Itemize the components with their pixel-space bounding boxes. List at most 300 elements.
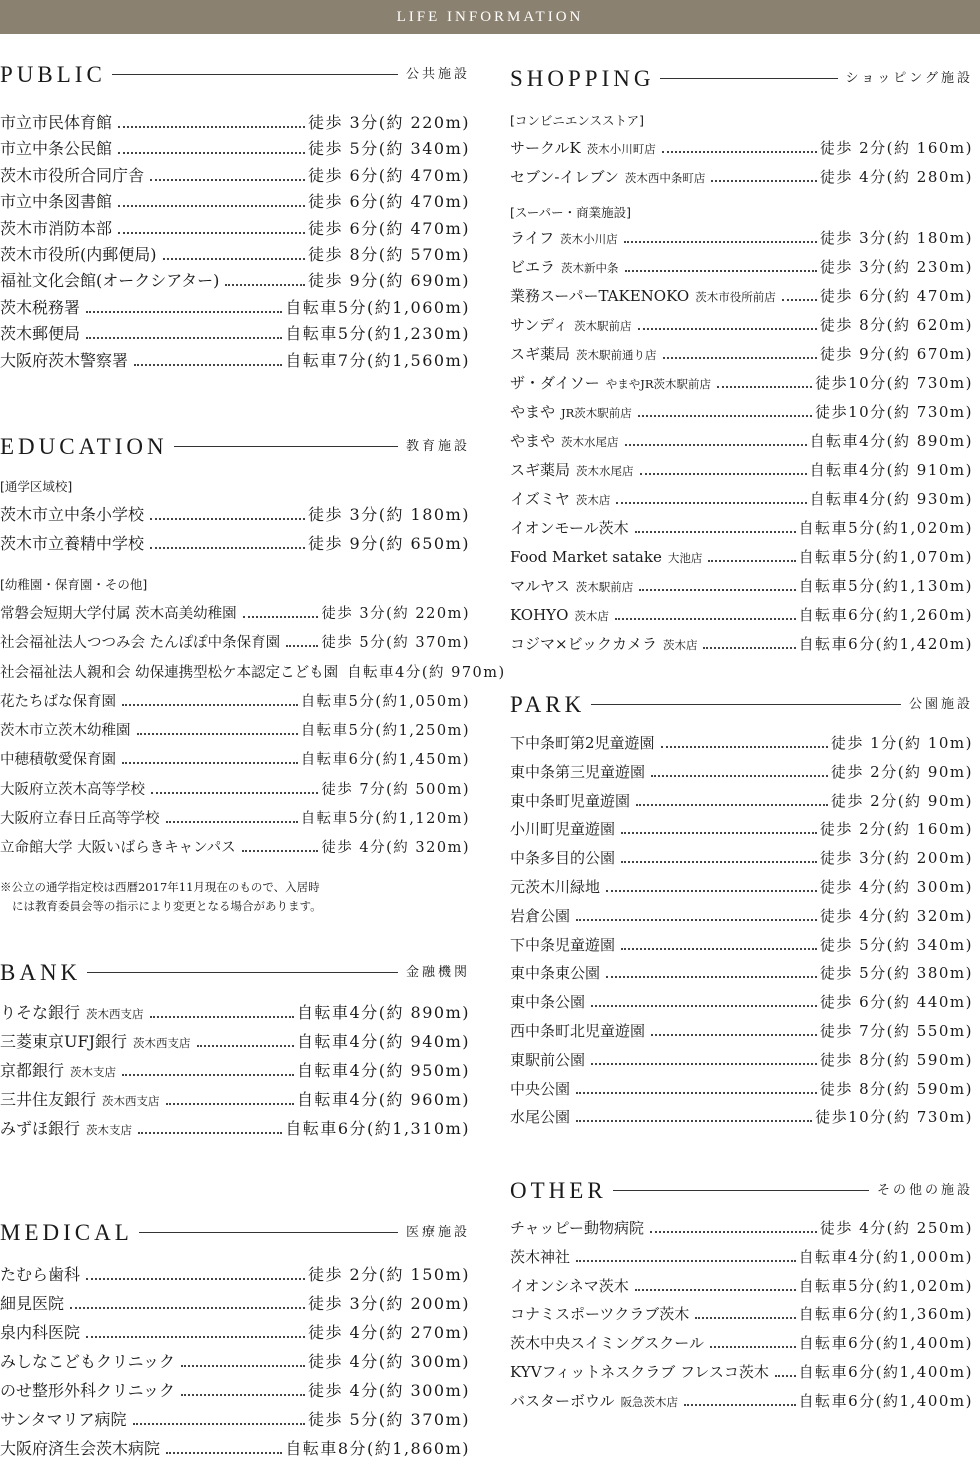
facility-distance: 徒歩 7分(約 500m) <box>321 781 470 798</box>
facility-row <box>510 959 973 988</box>
section-title-jp: ショッピング施設 <box>838 67 973 91</box>
facility-name <box>0 110 112 136</box>
medical-header <box>0 1218 470 1248</box>
facility-name <box>510 873 600 902</box>
facility-distance: 徒歩 4分(約 250m) <box>819 1219 973 1237</box>
facility-name <box>510 311 632 341</box>
facility-name-text: 東駅前公園 <box>510 1050 586 1069</box>
facility-name <box>0 268 219 294</box>
medical-list <box>0 1260 470 1463</box>
facility-distance: 徒歩 5分(約 340m) <box>819 935 973 954</box>
facility-distance: 徒歩 9分(約 690m) <box>307 271 470 291</box>
facility-branch: 茨木駅前通り店 <box>576 348 657 362</box>
leader-dots <box>651 761 828 777</box>
leader-dots <box>651 1020 817 1036</box>
facility-name-text: 茨木市役所合同庁舎 <box>0 165 145 185</box>
facility-row <box>510 1017 973 1046</box>
facility-name <box>0 1289 64 1318</box>
facility-row <box>510 485 973 514</box>
leader-dots <box>640 459 807 475</box>
facility-distance: 自転車6分(約1,400m) <box>798 1391 973 1410</box>
shopping-section <box>510 64 973 659</box>
facility-name <box>510 163 705 193</box>
facility-branch: 茨木新中条 <box>561 261 619 275</box>
facility-name-text: 東中条第三児童遊園 <box>510 762 646 781</box>
facility-name-text: バスターボウル <box>510 1391 615 1410</box>
facility-distance: 自転車5分(約1,070m) <box>798 548 973 566</box>
facility-name <box>510 844 615 873</box>
leader-dots <box>621 818 817 834</box>
section-title: PARK <box>510 690 591 720</box>
facility-distance: 自転車5分(約1,120m) <box>300 811 470 828</box>
facility-name <box>0 529 144 558</box>
facility-name <box>510 988 585 1017</box>
facility-row <box>0 321 470 347</box>
bank-section <box>0 958 470 1143</box>
facility-distance: 自転車7分(約1,560m) <box>285 350 470 370</box>
facility-name-text: 大阪府立茨木高等学校 <box>0 781 145 798</box>
other-list <box>510 1214 973 1416</box>
facility-row <box>510 601 973 630</box>
leader-dots <box>591 1049 817 1065</box>
facility-distance: 自転車5分(約1,060m) <box>285 297 470 317</box>
leader-dots <box>636 790 828 806</box>
facility-name <box>0 163 144 189</box>
facility-name-text: 市立市民体育館 <box>0 113 113 132</box>
facility-name-text: 茨木市立養精中学校 <box>0 534 145 553</box>
facility-name-text: たむら歯科 <box>0 1265 81 1284</box>
leader-dots <box>606 962 817 978</box>
leader-dots <box>591 991 817 1007</box>
leader-dots <box>638 314 817 330</box>
facility-distance: 徒歩 4分(約 300m) <box>819 877 973 896</box>
facility-name <box>510 630 697 660</box>
leader-dots <box>166 807 298 823</box>
facility-distance: 徒歩 4分(約 320m) <box>321 840 470 857</box>
leader-dots <box>86 1322 305 1338</box>
facility-row <box>0 600 470 629</box>
facility-name-text: りそな銀行 <box>0 1003 81 1022</box>
section-title-jp: 医療施設 <box>398 1221 470 1245</box>
facility-distance: 徒歩 4分(約 300m) <box>307 1381 470 1400</box>
facility-name <box>510 427 619 457</box>
facility-name-text: 社会福祉法人つつみ会 たんぽぽ中条保育園 <box>0 635 281 652</box>
section-title-jp: その他の施設 <box>869 1179 973 1203</box>
facility-branch: 茨木駅前店 <box>574 319 632 333</box>
facility-name-text: 社会福祉法人親和会 幼保連携型松ケ本認定こども園 <box>0 664 339 681</box>
facility-row <box>0 834 470 863</box>
facility-distance: 自転車6分(約1,400m) <box>798 1334 973 1353</box>
facility-name <box>510 1214 644 1243</box>
facility-name-text: ライフ <box>510 229 555 247</box>
facility-distance: 徒歩 2分(約 160m) <box>819 820 973 839</box>
facility-distance: 徒歩 2分(約 150m) <box>307 1265 470 1284</box>
facility-distance: 自転車8分(約1,860m) <box>285 1439 470 1458</box>
leader-dots <box>181 1380 305 1396</box>
facility-name-text: 中条多目的公園 <box>510 849 616 868</box>
facility-name <box>510 758 645 787</box>
facility-distance: 徒歩 3分(約 180m) <box>307 505 470 524</box>
facility-branch: 茨木西支店 <box>86 1007 144 1021</box>
facility-distance: 徒歩 3分(約 180m) <box>819 229 973 247</box>
other-header <box>510 1176 973 1206</box>
section-title: PUBLIC <box>0 60 112 90</box>
facility-distance: 徒歩 5分(約 370m) <box>307 1410 470 1429</box>
park-header <box>510 690 973 720</box>
leader-dots <box>695 1303 795 1319</box>
facility-row <box>510 815 973 844</box>
facility-branch: 茨木西中条町店 <box>624 171 706 185</box>
facility-row <box>0 242 470 268</box>
section-title: MEDICAL <box>0 1218 139 1248</box>
facility-distance: 徒歩 9分(約 650m) <box>307 534 470 553</box>
other-section <box>510 1176 973 1416</box>
facility-name-text: やまや <box>510 432 556 450</box>
facility-name-text: イオンモール茨木 <box>510 519 629 537</box>
facility-name-text: 福祉文化会館(オークシアター) <box>0 271 220 291</box>
facility-name <box>510 369 711 399</box>
facility-branch: 茨木店 <box>662 638 698 652</box>
facility-name-text: 中穂積敬愛保育園 <box>0 752 116 769</box>
leader-dots <box>243 602 319 618</box>
facility-name <box>510 572 633 602</box>
facility-distance: 徒歩 8分(約 590m) <box>819 1050 973 1069</box>
facility-name-text: 小川町児童遊園 <box>510 820 616 839</box>
kindergarten-list <box>0 600 506 864</box>
facility-row <box>510 282 973 311</box>
facility-name <box>0 348 128 374</box>
supermarket-subhead: [スーパー・商業施設] <box>510 205 632 220</box>
facility-row <box>0 268 470 294</box>
life-information-banner: LIFE INFORMATION <box>0 0 980 34</box>
shopping-header <box>510 64 973 94</box>
supermarket-list <box>510 224 973 659</box>
facility-row <box>510 1243 973 1272</box>
facility-name-text: 泉内科医院 <box>0 1323 81 1342</box>
leader-dots <box>710 1332 796 1348</box>
facility-name-text: 三井住友銀行 <box>0 1090 97 1109</box>
facility-distance: 自転車5分(約1,130m) <box>798 577 973 595</box>
facility-distance: 徒歩 1分(約 10m) <box>830 734 973 752</box>
facility-name-text: 下中条児童遊園 <box>510 935 616 954</box>
facility-name-text: 東中条東公園 <box>510 964 601 983</box>
facility-row <box>510 630 973 659</box>
facility-distance: 徒歩10分(約 730m) <box>815 374 973 392</box>
facility-name <box>510 456 634 486</box>
park-section <box>510 690 973 1132</box>
facility-row <box>510 427 973 456</box>
leader-dots <box>635 517 796 533</box>
facility-row <box>0 1347 470 1376</box>
facility-name <box>0 1318 80 1347</box>
leader-dots <box>708 546 795 562</box>
leader-dots <box>576 1078 817 1094</box>
facility-distance: 自転車6分(約1,420m) <box>798 635 973 653</box>
facility-distance: 徒歩 6分(約 470m) <box>307 218 470 238</box>
facility-name <box>510 1017 645 1046</box>
leader-dots <box>684 1390 796 1406</box>
facility-name <box>510 787 630 816</box>
facility-distance: 徒歩 3分(約 200m) <box>307 1294 470 1313</box>
facility-row <box>0 1405 470 1434</box>
facility-row <box>0 776 470 805</box>
facility-name-text: 茨木税務署 <box>0 297 81 317</box>
facility-distance: 徒歩 5分(約 340m) <box>307 139 470 159</box>
facility-name-text: イズミヤ <box>510 490 570 508</box>
facility-row <box>0 1260 470 1289</box>
facility-row <box>0 136 470 162</box>
facility-distance: 徒歩 8分(約 570m) <box>307 244 470 264</box>
facility-distance: 自転車4分(約 930m) <box>809 490 973 508</box>
facility-row <box>0 688 470 717</box>
facility-row <box>0 529 470 558</box>
facility-branch: 茨木支店 <box>86 1123 133 1137</box>
facility-distance: 自転車5分(約1,230m) <box>285 324 470 344</box>
facility-name-text: 三菱東京UFJ銀行 <box>0 1032 128 1051</box>
leader-dots <box>703 633 795 649</box>
facility-name-text: 大阪府立春日丘高等学校 <box>0 811 160 828</box>
facility-distance: 自転車4分(約 940m) <box>297 1032 470 1051</box>
facility-row <box>510 729 973 758</box>
section-title-jp: 教育施設 <box>398 435 470 459</box>
convenience-store-subhead: [コンビニエンスストア] <box>510 113 645 128</box>
facility-row <box>0 348 470 374</box>
facility-distance: 徒歩 4分(約 300m) <box>307 1352 470 1371</box>
facility-row <box>510 514 973 543</box>
facility-name <box>0 216 112 242</box>
leader-dots <box>122 1060 294 1076</box>
leader-dots <box>624 227 817 243</box>
facility-row <box>0 1056 470 1085</box>
facility-name <box>0 1260 80 1289</box>
facility-name-text: KYVフィットネスクラブ フレスコ茨木 <box>510 1362 769 1381</box>
facility-name <box>510 1075 570 1104</box>
facility-name-text: 元茨木川緑地 <box>510 877 601 896</box>
leader-dots <box>286 631 318 647</box>
leader-dots <box>775 1361 796 1377</box>
facility-row <box>0 1085 470 1114</box>
facility-name <box>0 295 80 321</box>
facility-name-text: チャッピー動物病院 <box>510 1219 644 1237</box>
facility-row <box>510 1046 973 1075</box>
facility-row <box>0 500 470 529</box>
leader-dots <box>615 604 796 620</box>
facility-row <box>510 758 973 787</box>
facility-name-text: 茨木市立茨木幼稚園 <box>0 723 131 740</box>
facility-row <box>0 1027 470 1056</box>
leader-dots <box>616 488 806 504</box>
leader-dots <box>163 244 305 260</box>
leader-dots <box>134 350 282 366</box>
facility-name-text: のせ整形外科クリニック <box>0 1381 176 1400</box>
section-title-jp: 公共施設 <box>398 63 470 87</box>
facility-name-text: ザ・ダイソー <box>510 374 600 392</box>
facility-row <box>510 1075 973 1104</box>
public-header <box>0 60 470 90</box>
facility-name-text: Food Market satake <box>510 548 662 566</box>
facility-name-text: スギ薬局 <box>510 461 571 479</box>
facility-name-text: 茨木市立中条小学校 <box>0 505 145 524</box>
facility-row <box>510 224 973 253</box>
facility-name <box>510 398 632 428</box>
leader-dots <box>150 533 305 549</box>
facility-name <box>0 242 157 268</box>
facility-name-text: みしなこどもクリニック <box>0 1352 176 1371</box>
facility-name-text: イオンシネマ茨木 <box>510 1276 629 1295</box>
facility-name-text: 西中条町北児童遊園 <box>510 1021 646 1040</box>
facility-distance: 徒歩 7分(約 550m) <box>819 1021 973 1040</box>
facility-row <box>0 1114 470 1143</box>
facility-distance: 自転車4分(約 890m) <box>297 1003 470 1022</box>
facility-name-text: 茨木市役所(内郵便局) <box>0 244 157 264</box>
leader-dots <box>225 270 305 286</box>
education-section <box>0 432 506 916</box>
facility-name <box>0 688 116 717</box>
leader-dots <box>181 1351 305 1367</box>
facility-branch: 茨木小川町店 <box>586 142 656 156</box>
leader-dots <box>576 1106 812 1122</box>
facility-name-text: 大阪府済生会茨木病院 <box>0 1439 161 1458</box>
facility-name <box>0 321 80 347</box>
facility-name-text: マルヤス <box>510 577 570 595</box>
leader-dots <box>118 138 305 154</box>
facility-name <box>510 729 655 758</box>
leader-dots <box>86 323 282 339</box>
bank-header <box>0 958 470 988</box>
kindergarten-subhead: [幼稚園・保育園・その他] <box>0 577 148 592</box>
bank-list <box>0 998 470 1143</box>
leader-dots <box>621 934 817 950</box>
facility-name-text: 市立中条図書館 <box>0 192 113 212</box>
facility-name-text: 東中条町児童遊園 <box>510 791 631 810</box>
facility-name-text: 常磐会短期大学付属 茨木高美幼稚園 <box>0 606 237 622</box>
facility-name <box>510 224 618 254</box>
facility-name <box>0 746 116 775</box>
facility-name-text: 茨木神社 <box>510 1247 571 1266</box>
facility-distance: 自転車6分(約1,360m) <box>798 1305 973 1324</box>
facility-row <box>510 572 973 601</box>
facility-name-text: 細見医院 <box>0 1294 65 1313</box>
facility-name <box>0 1405 127 1434</box>
facility-name <box>510 601 609 631</box>
facility-name-text: 茨木郵便局 <box>0 324 81 344</box>
facility-row <box>510 902 973 931</box>
facility-row <box>510 931 973 960</box>
facility-name <box>0 717 131 746</box>
facility-distance: 徒歩 3分(約 200m) <box>819 849 973 868</box>
leader-dots <box>166 1438 282 1454</box>
facility-name-text: 業務スーパーTAKENOKO <box>510 287 690 305</box>
facility-distance: 自転車6分(約1,450m) <box>300 752 470 769</box>
facility-name-text: 下中条町第2児童遊園 <box>510 734 655 752</box>
facility-name-text: やまや <box>510 403 556 421</box>
facility-row <box>0 1434 470 1463</box>
facility-distance: 徒歩 6分(約 470m) <box>307 192 470 212</box>
facility-name <box>510 815 615 844</box>
facility-row <box>0 163 470 189</box>
facility-distance: 徒歩 4分(約 320m) <box>819 906 973 925</box>
facility-name <box>0 834 236 863</box>
leader-dots <box>711 166 816 182</box>
school-district-list <box>0 500 470 558</box>
public-list <box>0 110 470 374</box>
leader-dots <box>133 1409 305 1425</box>
section-title: OTHER <box>510 1176 613 1206</box>
facility-distance: 徒歩10分(約 730m) <box>815 403 973 421</box>
facility-row <box>510 1300 973 1329</box>
facility-name-text: 市立中条公民館 <box>0 139 113 159</box>
leader-dots <box>661 732 828 748</box>
facility-name <box>0 629 280 658</box>
leader-dots <box>782 285 817 301</box>
facility-row <box>0 189 470 215</box>
facility-distance: 自転車5分(約1,250m) <box>300 723 470 740</box>
facility-name <box>510 543 702 573</box>
facility-name <box>0 600 237 629</box>
facility-name-text: コジマ×ビックカメラ <box>510 635 657 653</box>
facility-distance: 徒歩 3分(約 220m) <box>321 606 470 622</box>
facility-row <box>510 1103 973 1132</box>
facility-name <box>510 931 615 960</box>
facility-branch: JR茨木駅前店 <box>561 406 632 420</box>
facility-distance: 徒歩 8分(約 620m) <box>819 316 973 334</box>
section-title: SHOPPING <box>510 64 660 94</box>
facility-row <box>0 805 470 834</box>
facility-distance: 徒歩 6分(約 470m) <box>307 165 470 185</box>
facility-name <box>0 1027 191 1058</box>
facility-name <box>0 805 160 834</box>
leader-dots <box>150 504 305 520</box>
facility-distance: 徒歩 5分(約 380m) <box>819 964 973 983</box>
facility-row <box>510 1329 973 1358</box>
facility-name-text: 岩倉公園 <box>510 906 571 925</box>
facility-name <box>0 998 144 1029</box>
facility-distance: 徒歩 2分(約 160m) <box>819 139 973 157</box>
facility-distance: 徒歩 2分(約 90m) <box>830 791 973 810</box>
facility-row <box>510 163 973 192</box>
facility-branch: 茨木店 <box>575 493 611 507</box>
facility-name-text: スギ薬局 <box>510 345 571 363</box>
leader-dots <box>122 690 298 706</box>
facility-name-text: コナミスポーツクラブ茨木 <box>510 1305 690 1324</box>
facility-name <box>510 1046 585 1075</box>
facility-branch: 茨木小川店 <box>560 232 618 246</box>
leader-dots <box>639 575 795 591</box>
facility-name-text: 茨木市消防本部 <box>0 218 113 238</box>
leader-dots <box>625 256 817 272</box>
facility-row <box>510 369 973 398</box>
facility-branch: 茨木水尾店 <box>561 435 619 449</box>
leader-dots <box>118 112 305 128</box>
section-title: EDUCATION <box>0 432 174 462</box>
facility-branch: 茨木市役所前店 <box>695 290 776 304</box>
leader-dots <box>576 905 817 921</box>
leader-dots <box>638 401 812 417</box>
facility-name-text: 花たちばな保育園 <box>0 693 116 710</box>
facility-name <box>510 134 656 164</box>
facility-name <box>510 1387 678 1417</box>
facility-name <box>510 1300 689 1329</box>
facility-distance: 自転車4分(約 910m) <box>809 461 973 479</box>
facility-row <box>510 1387 973 1416</box>
leader-dots <box>118 218 305 234</box>
facility-row <box>0 110 470 136</box>
facility-name-text: サークルK <box>510 139 581 157</box>
facility-row <box>510 873 973 902</box>
facility-name <box>510 1103 570 1132</box>
leader-dots <box>137 719 298 735</box>
leader-dots <box>138 1118 282 1134</box>
